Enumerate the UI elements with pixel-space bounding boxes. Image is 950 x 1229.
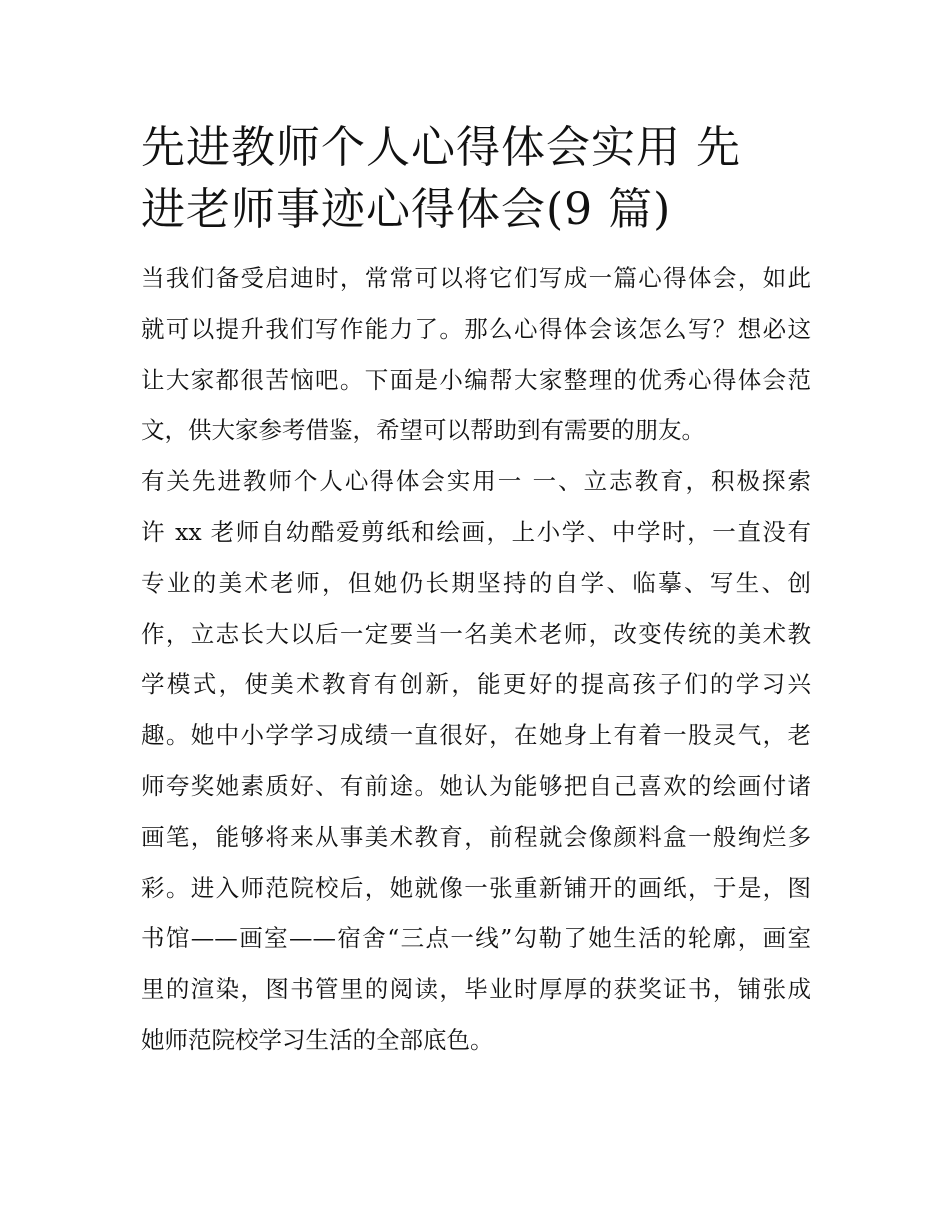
paragraph-line: 有关先进教师个人心得体会实用一 一、立志教育，积极探索 <box>141 467 811 496</box>
paragraph-line: 当我们备受启迪时，常常可以将它们写成一篇心得体会，如此 <box>141 264 811 292</box>
paragraph-line: 里的渲染，图书管里的阅读，毕业时厚厚的获奖证书，铺张成 <box>141 975 811 1004</box>
paragraph-line: 就可以提升我们写作能力了。那么心得体会该怎么写？想必这 <box>141 314 811 343</box>
paragraph-line: 让大家都很苦恼吧。下面是小编帮大家整理的优秀心得体会范 <box>141 365 811 394</box>
paragraph-line: 学模式，使美术教育有创新，能更好的提高孩子们的学习兴 <box>141 670 811 699</box>
paragraph-line: 专业的美术老师，但她仍长期坚持的自学、临摹、写生、创 <box>141 568 811 597</box>
paragraph-line: 彩。进入师范院校后，她就像一张重新铺开的画纸，于是，图 <box>141 873 811 902</box>
paragraph-line: 画笔，能够将来从事美术教育，前程就会像颜料盒一般绚烂多 <box>141 822 811 851</box>
paragraph-line: 作，立志长大以后一定要当一名美术老师，改变传统的美术教 <box>141 619 811 648</box>
title-line: 进老师事迹心得体会(9 篇) <box>141 184 672 235</box>
paragraph-line: 师夸奖她素质好、有前途。她认为能够把自己喜欢的绘画付诸 <box>141 771 811 800</box>
paragraph-line: 书馆——画室——宿舍“三点一线”勾勒了她生活的轮廓，画室 <box>141 924 811 953</box>
intro-paragraph <box>141 253 811 456</box>
paragraph-line: 文，供大家参考借鉴，希望可以帮助到有需要的朋友。 <box>141 416 705 445</box>
title-line: 先进教师个人心得体会实用 先 <box>141 122 741 173</box>
paragraph-line: 趣。她中小学学习成绩一直很好，在她身上有着一股灵气，老 <box>141 721 811 750</box>
document-title <box>141 117 811 241</box>
document-content <box>141 117 811 1066</box>
paragraph-line: 她师范院校学习生活的全部底色。 <box>141 1025 494 1054</box>
paragraph-line: 许 xx 老师自幼酷爱剪纸和绘画，上小学、中学时，一直没有 <box>141 517 811 546</box>
document-body <box>141 253 811 1066</box>
story-paragraph <box>141 456 811 1066</box>
